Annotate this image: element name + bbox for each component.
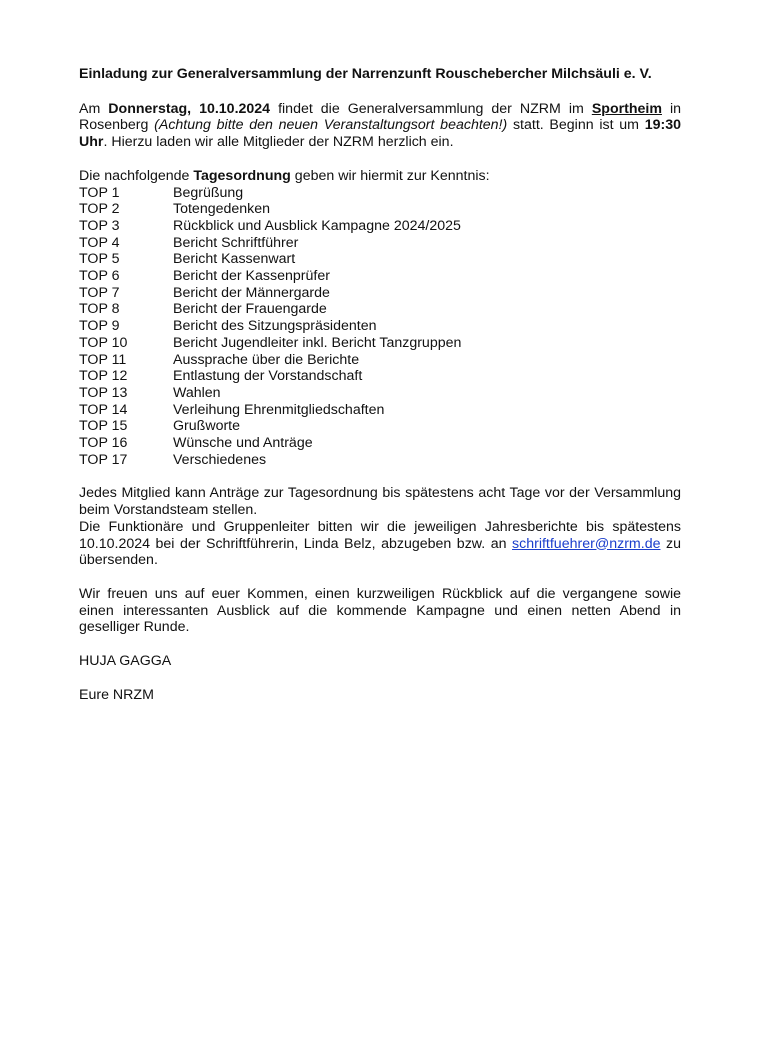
agenda-item-number: TOP 17 <box>79 451 128 468</box>
agenda-item-text: Grußworte <box>173 418 241 435</box>
agenda-item <box>79 335 681 352</box>
reports-paragraph <box>79 519 681 569</box>
agenda-intro-text-2: geben wir hiermit zur Kenntnis: <box>290 167 490 184</box>
agenda-item-text: Bericht der Kassenprüfer <box>173 268 330 285</box>
intro-text-3: in Rosenberg <box>79 100 682 134</box>
agenda-item-number: TOP 9 <box>79 318 120 335</box>
agenda-item <box>79 352 681 369</box>
agenda-item-text: Rückblick und Ausblick Kampagne 2024/2025 <box>173 217 461 234</box>
agenda-item <box>79 285 681 302</box>
agenda-item-number: TOP 15 <box>79 418 128 435</box>
agenda-item-number: TOP 6 <box>79 268 120 285</box>
agenda-item-text: Wahlen <box>173 384 221 401</box>
agenda-item-number: TOP 10 <box>79 334 128 351</box>
intro-text-1: Am <box>79 100 109 117</box>
agenda-item <box>79 301 681 318</box>
agenda-item <box>79 251 681 268</box>
agenda-item-text: Verleihung Ehrenmitgliedschaften <box>173 401 385 418</box>
agenda-item-number: TOP 4 <box>79 234 120 251</box>
agenda-list <box>79 185 681 469</box>
agenda-item-text: Entlastung der Vorstandschaft <box>173 368 363 385</box>
agenda-item-text: Bericht Kassenwart <box>173 251 296 268</box>
signature: Eure NRZM <box>79 686 154 703</box>
agenda-item-text: Bericht des Sitzungspräsidenten <box>173 318 377 335</box>
agenda-item <box>79 185 681 202</box>
agenda-item-number: TOP 13 <box>79 384 128 401</box>
agenda-item-text: Wünsche und Anträge <box>173 435 313 452</box>
document-title: Einladung zur Generalversammlung der Narrenzunft Rouschebercher Milchsäuli e. V. <box>79 66 652 82</box>
agenda-item-text: Bericht der Männergarde <box>173 284 330 301</box>
agenda-item <box>79 218 681 235</box>
agenda-item <box>79 402 681 419</box>
agenda-item-number: TOP 7 <box>79 284 120 301</box>
agenda-item-number: TOP 2 <box>79 201 120 218</box>
agenda-item <box>79 368 681 385</box>
agenda-item-text: Aussprache über die Berichte <box>173 351 360 368</box>
agenda-item-number: TOP 16 <box>79 435 128 452</box>
agenda-item-text: Verschiedenes <box>173 451 267 468</box>
agenda-item-number: TOP 1 <box>79 184 120 201</box>
agenda-item-number: TOP 5 <box>79 251 120 268</box>
venue-note: (Achtung bitte den neuen Veranstaltungsort beachten!) <box>154 117 508 134</box>
closing-paragraph: Wir freuen uns auf euer Kommen, einen kurzweiligen Rückblick auf die vergangene sowie einen interessanten Ausblick auf die kommende Kampagne und einen netten Abend in geselliger Runde. <box>79 585 681 636</box>
intro-text-4: statt. Beginn ist um <box>507 117 645 134</box>
agenda-item-number: TOP 12 <box>79 368 128 385</box>
meeting-time: 19:30 Uhr <box>79 117 681 151</box>
intro-text-5: . Hierzu laden wir alle Mitglieder der NZRM herzlich ein. <box>103 134 454 151</box>
intro-text-2: findet die Generalversammlung der NZRM im <box>270 100 592 117</box>
reports-text-2: zu übersenden. <box>79 535 681 569</box>
agenda-item-number: TOP 3 <box>79 217 120 234</box>
agenda-intro <box>79 168 681 185</box>
agenda-intro-text-1: Die nachfolgende <box>79 167 194 184</box>
agenda-item-text: Bericht der Frauengarde <box>173 301 327 318</box>
agenda-item <box>79 452 681 469</box>
agenda-item <box>79 318 681 335</box>
motto: HUJA GAGGA <box>79 653 172 670</box>
agenda-item <box>79 268 681 285</box>
agenda-item-text: Totengedenken <box>173 201 271 218</box>
meeting-venue: Sportheim <box>591 100 662 117</box>
agenda-item <box>79 435 681 452</box>
agenda-item <box>79 385 681 402</box>
agenda-item-text: Begrüßung <box>173 184 244 201</box>
reports-text-1: Die Funktionäre und Gruppenleiter bitten wir die jeweiligen Jahresberichte bis spätestens 10.10.2024 bei der Schriftführerin, Linda Belz, abzugeben bzw. an <box>79 518 681 552</box>
email-link[interactable]: schriftfuehrer@nzrm.de <box>512 535 661 552</box>
agenda-item-text: Bericht Jugendleiter inkl. Bericht Tanzgruppen <box>173 334 462 351</box>
meeting-date: Donnerstag, 10.10.2024 <box>108 100 271 117</box>
agenda-item <box>79 418 681 435</box>
document-body <box>79 66 681 704</box>
agenda-item <box>79 201 681 218</box>
agenda-item <box>79 235 681 252</box>
intro-paragraph <box>79 101 681 151</box>
agenda-item-number: TOP 8 <box>79 301 120 318</box>
agenda-heading: Tagesordnung <box>193 167 291 184</box>
agenda-item-text: Bericht Schriftführer <box>173 234 299 251</box>
agenda-item-number: TOP 14 <box>79 401 128 418</box>
motions-paragraph: Jedes Mitglied kann Anträge zur Tagesordnung bis spätestens acht Tage vor der Versammlung beim Vorstandsteam stellen. <box>79 485 681 519</box>
agenda-item-number: TOP 11 <box>79 351 127 368</box>
